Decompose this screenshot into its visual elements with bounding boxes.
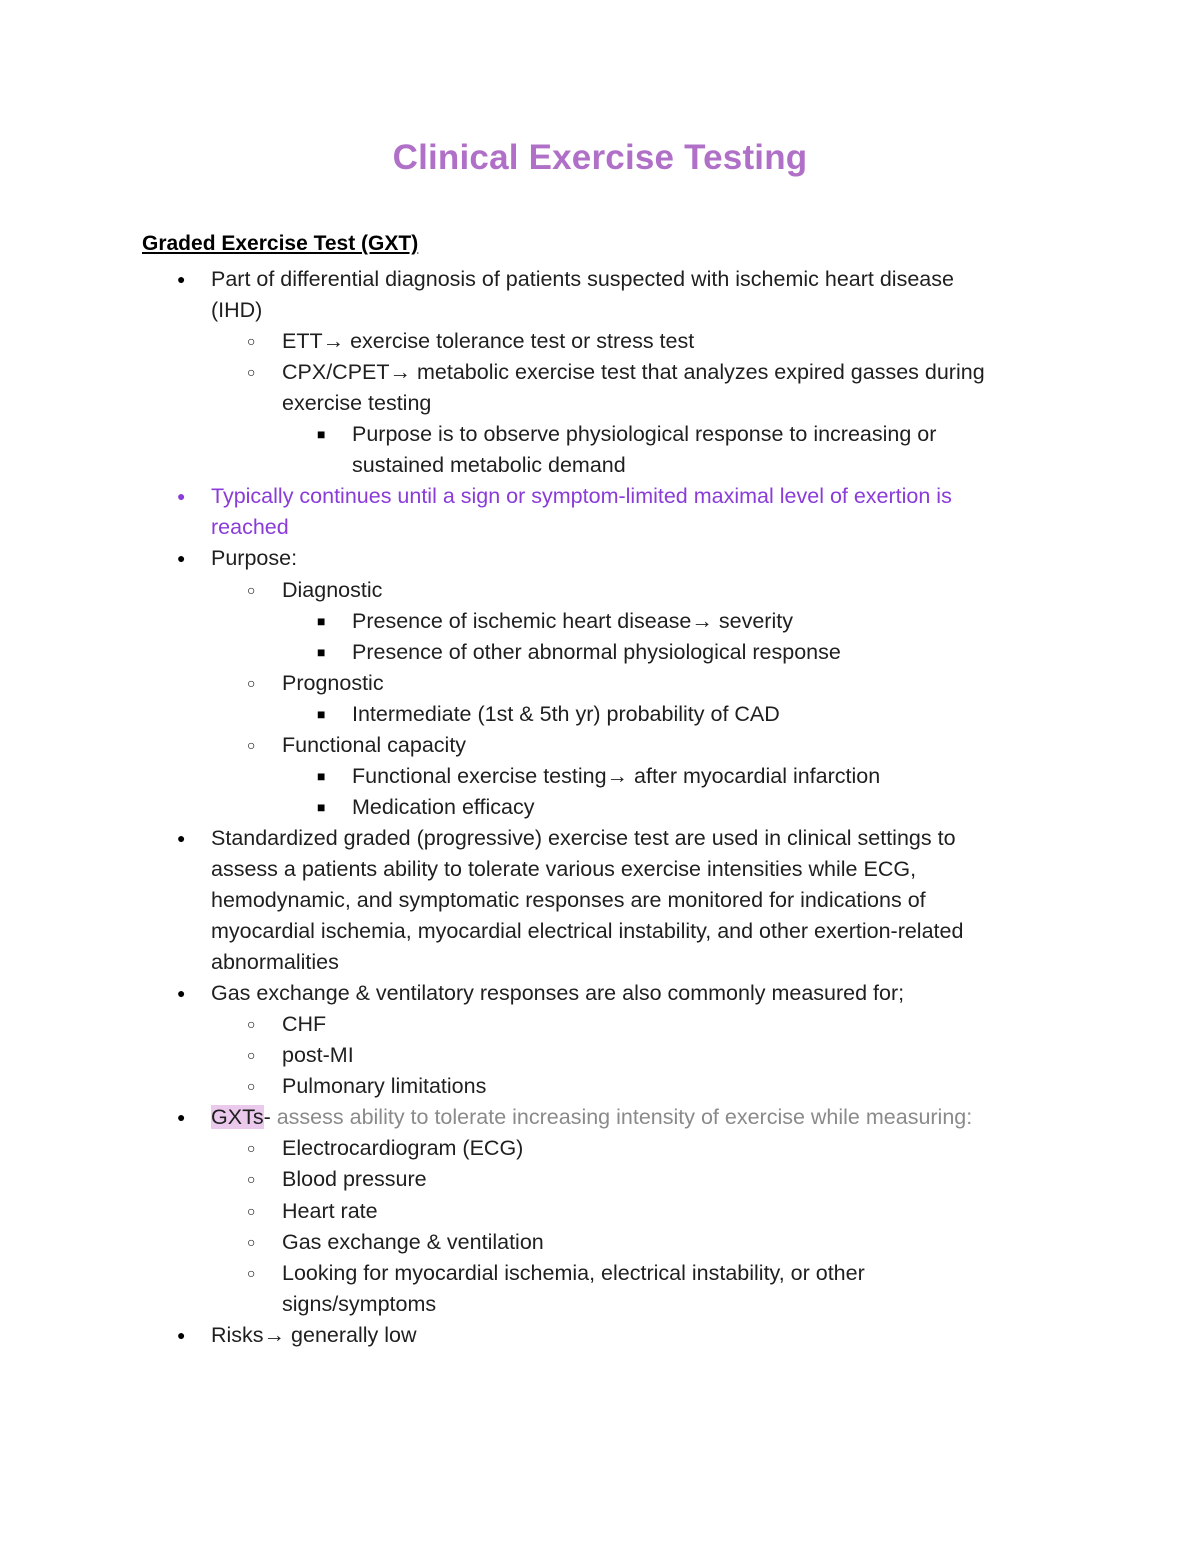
list-item-text: Risks→ generally low [211, 1322, 417, 1347]
bullet-circle-icon: ○ [247, 1016, 256, 1033]
list-item-text: post-MI [282, 1043, 354, 1068]
bullet-square-icon: ■ [317, 705, 326, 722]
bullet-square-icon: ■ [317, 426, 326, 443]
list-item-text: Functional capacity [282, 732, 467, 757]
bullet-square-icon: ■ [317, 643, 326, 660]
list-item-text: Part of differential diagnosis of patients suspected with ischemic heart disease [211, 267, 954, 291]
bullet-square-icon: ■ [317, 612, 326, 629]
list-item-text: abnormalities [211, 950, 339, 975]
list-item-text: (IHD) [211, 298, 263, 323]
list-item-text: Presence of other abnormal physiological response [352, 639, 841, 664]
bullet-disc-icon: ● [177, 1326, 186, 1343]
bullet-circle-icon: ○ [247, 736, 256, 753]
bullet-circle-icon: ○ [247, 1202, 256, 1219]
list-item-text: Electrocardiogram (ECG) [282, 1136, 524, 1161]
bullet-disc-icon: ● [177, 271, 186, 287]
bullet-square-icon: ■ [317, 798, 326, 815]
list-item-text: Functional exercise testing→ after myocardial infarction [352, 763, 881, 788]
list-item-text: Looking for myocardial ischemia, electrical instability, or other [282, 1260, 865, 1285]
list-item-text: Prognostic [282, 670, 384, 695]
bullet-circle-icon: ○ [247, 1233, 256, 1250]
list-item-text [211, 1102, 972, 1133]
list-item-text: sustained metabolic demand [352, 453, 626, 478]
bullet-circle-icon: ○ [247, 1171, 256, 1188]
list-item-text: reached [211, 515, 289, 540]
list-item-text: Typically continues until a sign or symptom-limited maximal level of exertion is [211, 484, 952, 509]
list-item-text: Gas exchange & ventilation [282, 1229, 544, 1254]
section-heading: Graded Exercise Test (GXT) [142, 232, 419, 255]
bullet-circle-icon: ○ [247, 1264, 256, 1281]
bullet-disc-icon: ● [177, 550, 186, 567]
list-item-text: Standardized graded (progressive) exercise test are used in clinical settings to [211, 825, 956, 850]
bullet-disc-icon: ● [177, 829, 186, 846]
list-item-text: myocardial ischemia, myocardial electrical instability, and other exertion-related [211, 919, 964, 944]
list-item-text: Purpose: [211, 546, 298, 571]
bullet-disc-icon: ● [177, 1109, 186, 1126]
list-item-text: CPX/CPET→ metabolic exercise test that analyzes expired gasses during [282, 360, 985, 385]
bullet-circle-icon: ○ [247, 581, 256, 598]
list-item-text: assess a patients ability to tolerate various exercise intensities while ECG, [211, 856, 917, 881]
highlighted-term: GXTs [211, 1105, 264, 1130]
bullet-disc-icon: ● [177, 488, 186, 505]
list-item-text: ETT→ exercise tolerance test or stress test [282, 329, 695, 354]
list-item-text: Purpose is to observe physiological response to increasing or [352, 422, 937, 447]
bullet-circle-icon: ○ [247, 674, 256, 691]
bullet-disc-icon: ● [177, 985, 186, 1002]
list-item-text: signs/symptoms [282, 1291, 437, 1316]
list-item-text: Blood pressure [282, 1167, 427, 1192]
list-item-text: CHF [282, 1012, 327, 1037]
definition-text: assess ability to tolerate increasing intensity of exercise while measuring: [270, 1105, 973, 1130]
list-item-text: Pulmonary limitations [282, 1074, 487, 1099]
bullet-circle-icon: ○ [247, 364, 256, 381]
bullet-circle-icon: ○ [247, 1078, 256, 1095]
list-item-text: Presence of ischemic heart disease→ severity [352, 608, 793, 633]
list-item-text: exercise testing [282, 391, 432, 416]
bullet-square-icon: ■ [317, 767, 326, 784]
list-item-text: Intermediate (1st & 5th yr) probability of CAD [352, 701, 780, 726]
list-item-text: hemodynamic, and symptomatic responses are monitored for indications of [211, 888, 926, 912]
term-separator: - [263, 1105, 271, 1130]
list-item-text: Medication efficacy [352, 794, 535, 819]
bullet-circle-icon: ○ [247, 1047, 256, 1064]
page-title: Clinical Exercise Testing [392, 138, 808, 177]
list-item-text: Gas exchange & ventilatory responses are also commonly measured for; [211, 981, 905, 1006]
bullet-circle-icon: ○ [247, 333, 256, 350]
list-item-text: Heart rate [282, 1198, 378, 1223]
bullet-circle-icon: ○ [247, 1140, 256, 1157]
list-item-text: Diagnostic [282, 577, 383, 602]
